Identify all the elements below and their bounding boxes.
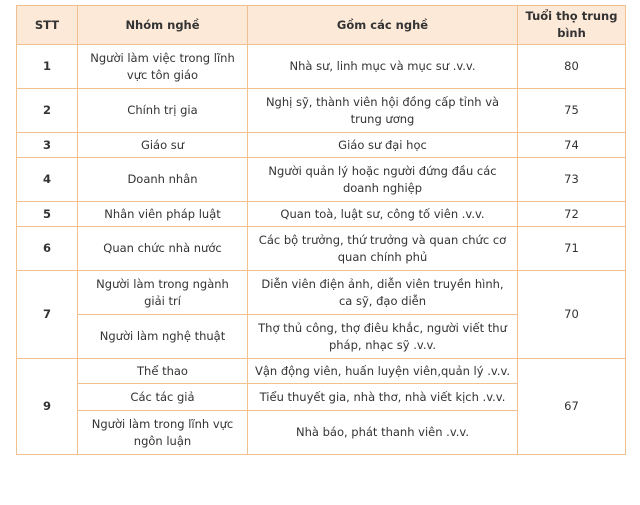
row-age: 67 [518,359,626,455]
row-stt: 1 [17,45,78,89]
header-row [17,6,626,45]
row-age: 72 [518,202,626,227]
table-row [17,227,626,271]
row-group: Người làm việc trong lĩnh vực tôn giáo [78,45,248,89]
row-jobs: Nhà sư, linh mục và mục sư .v.v. [248,45,518,89]
row-jobs: Thợ thủ công, thợ điêu khắc, người viết thư pháp, nhạc sỹ .v.v. [248,315,518,359]
row-age: 73 [518,158,626,202]
row-group: Nhân viên pháp luật [78,202,248,227]
row-age: 71 [518,227,626,271]
life-expectancy-table [16,5,626,455]
row-age: 70 [518,271,626,359]
row-group: Người làm trong ngành giải trí [78,271,248,315]
row-age: 74 [518,133,626,158]
row-stt: 9 [17,359,78,455]
row-jobs: Nhà báo, phát thanh viên .v.v. [248,411,518,455]
table-row [17,271,626,315]
header-age: Tuổi thọ trung bình [518,6,626,45]
row-stt: 2 [17,89,78,133]
table-row [17,359,626,384]
row-jobs: Người quản lý hoặc người đứng đầu các doanh nghiệp [248,158,518,202]
row-jobs: Diễn viên điện ảnh, diễn viên truyền hình, ca sỹ, đạo diễn [248,271,518,315]
row-stt: 6 [17,227,78,271]
row-jobs: Giáo sư đại học [248,133,518,158]
row-age: 75 [518,89,626,133]
row-group: Chính trị gia [78,89,248,133]
row-stt: 3 [17,133,78,158]
row-jobs: Vận động viên, huấn luyện viên,quản lý .v.v. [248,359,518,384]
table-row [17,158,626,202]
row-jobs: Tiểu thuyết gia, nhà thơ, nhà viết kịch .v.v. [248,384,518,411]
table-row [17,202,626,227]
row-group: Thể thao [78,359,248,384]
row-jobs: Nghị sỹ, thành viên hội đồng cấp tỉnh và trung ương [248,89,518,133]
header-group: Nhóm nghề [78,6,248,45]
table-row [17,45,626,89]
row-group: Người làm trong lĩnh vực ngôn luận [78,411,248,455]
row-group: Doanh nhân [78,158,248,202]
row-group: Các tác giả [78,384,248,411]
header-stt: STT [17,6,78,45]
row-age: 80 [518,45,626,89]
row-stt: 7 [17,271,78,359]
row-stt: 4 [17,158,78,202]
header-jobs: Gồm các nghề [248,6,518,45]
row-jobs: Quan toà, luật sư, công tố viên .v.v. [248,202,518,227]
row-group: Giáo sư [78,133,248,158]
table-row [17,89,626,133]
row-group: Người làm nghệ thuật [78,315,248,359]
row-stt: 5 [17,202,78,227]
row-jobs: Các bộ trưởng, thứ trưởng và quan chức cơ quan chính phủ [248,227,518,271]
row-group: Quan chức nhà nước [78,227,248,271]
table-row [17,133,626,158]
